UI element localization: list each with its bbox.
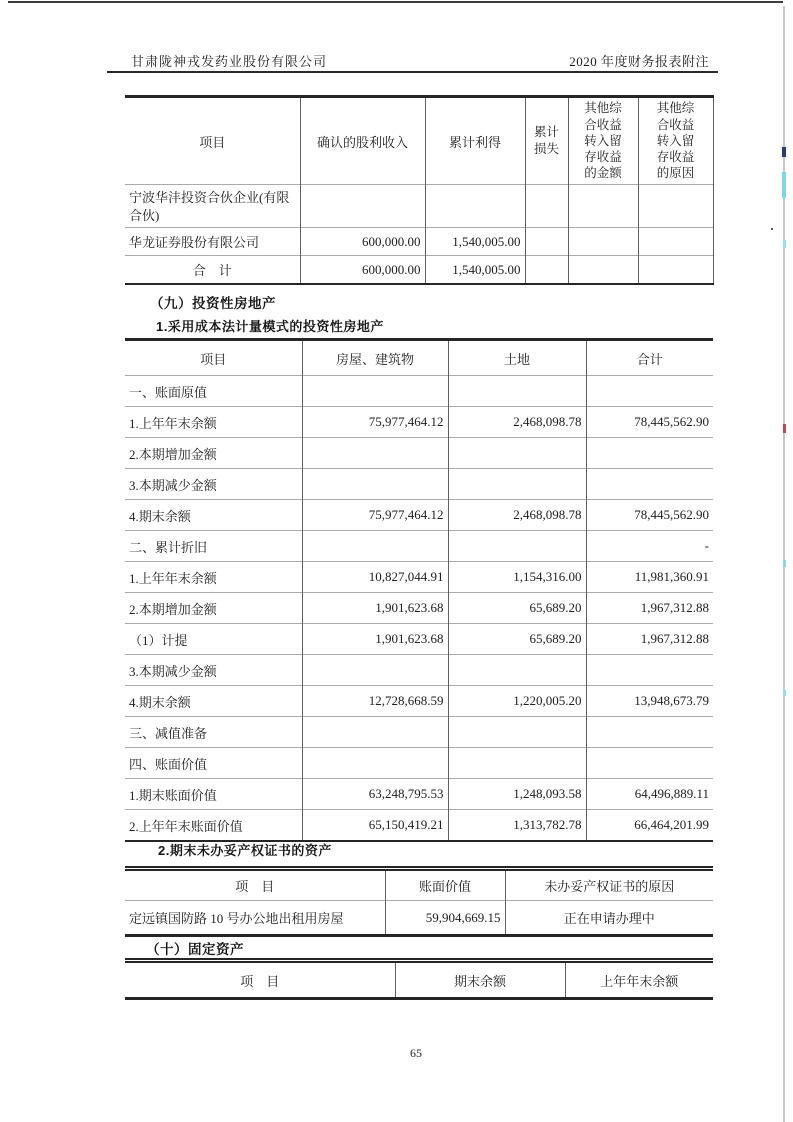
cell-total — [586, 376, 713, 407]
cell-buildings — [302, 748, 448, 779]
cell-total: 78,445,562.90 — [586, 500, 713, 531]
cell-accumulated-loss — [525, 228, 568, 256]
column-header-accumulated-loss: 累计损失 — [525, 97, 568, 185]
column-header-item: 项目 — [200, 351, 227, 367]
cell-land — [448, 438, 586, 469]
cell-total: 1,967,312.88 — [586, 593, 713, 624]
cell-item: 定远镇国防路 10 号办公地出租用房屋 — [125, 901, 385, 936]
cell-buildings: 63,248,795.53 — [302, 779, 448, 810]
cell-total — [586, 438, 713, 469]
cell-total: 13,948,673.79 — [586, 686, 713, 717]
column-header-oci-reason: 其他综合收益转入留存收益的原因 — [638, 97, 713, 185]
cell-land: 65,689.20 — [448, 593, 586, 624]
cell-item: 合 计 — [125, 256, 300, 285]
cell-total — [586, 748, 713, 779]
cell-buildings: 1,901,623.68 — [302, 593, 448, 624]
column-header-prior-year-balance: 上年年末余额 — [565, 961, 713, 999]
table-row — [125, 748, 713, 779]
table-row — [125, 228, 713, 256]
section-heading-10: （十）固定资产 — [146, 942, 244, 957]
table-row — [125, 407, 713, 438]
table-row — [125, 901, 713, 936]
cell-accumulated-gain — [425, 185, 525, 228]
cell-accumulated-loss — [525, 185, 568, 228]
table-row — [125, 438, 713, 469]
table-row — [125, 717, 713, 748]
table-row — [125, 686, 713, 717]
cell-total: 78,445,562.90 — [586, 407, 713, 438]
table-row — [125, 500, 713, 531]
cell-reason: 正在申请办理中 — [505, 901, 713, 936]
cell-total: - — [586, 531, 713, 562]
table-header-row — [125, 340, 713, 376]
cell-land: 1,220,005.20 — [448, 686, 586, 717]
column-header-buildings: 房屋、建筑物 — [302, 340, 448, 376]
cell-buildings — [302, 655, 448, 686]
cell-land — [448, 469, 586, 500]
cell-book-value: 59,904,669.15 — [385, 901, 505, 936]
cell-land — [448, 655, 586, 686]
cell-dividend-income: 600,000.00 — [300, 228, 425, 256]
cell-item: 四、账面价值 — [125, 748, 302, 779]
dividend-income-table — [125, 95, 714, 285]
cell-buildings: 65,150,419.21 — [302, 810, 448, 842]
cell-item: 4.期末余额 — [125, 500, 302, 531]
cell-buildings: 12,728,668.59 — [302, 686, 448, 717]
cell-buildings: 10,827,044.91 — [302, 562, 448, 593]
cell-buildings — [302, 438, 448, 469]
column-header-item: 项目 — [199, 134, 226, 150]
cell-buildings — [302, 717, 448, 748]
column-header-accumulated-gain: 累计利得 — [425, 97, 525, 185]
cell-accumulated-loss — [525, 256, 568, 285]
cell-oci-reason — [638, 185, 713, 228]
cell-oci-amount — [568, 228, 638, 256]
column-header-closing-balance: 期末余额 — [395, 961, 565, 999]
cell-oci-amount — [568, 185, 638, 228]
table-row — [125, 562, 713, 593]
table-row — [125, 624, 713, 655]
cell-oci-reason — [638, 228, 713, 256]
cell-item: 3.本期减少金额 — [125, 655, 302, 686]
page-number: 65 — [410, 1046, 422, 1060]
header-rule — [107, 71, 718, 73]
cell-item: 1.期末账面价值 — [125, 779, 302, 810]
scan-artifact-speck — [771, 228, 773, 230]
cell-item: 三、减值准备 — [125, 717, 302, 748]
cell-item: 2.本期增加金额 — [125, 593, 302, 624]
column-header-oci-amount: 其他综合收益转入留存收益的金额 — [568, 97, 638, 185]
cell-buildings — [302, 531, 448, 562]
table-header-row — [125, 869, 713, 901]
table-row — [125, 185, 713, 228]
table-row — [125, 810, 713, 842]
table-total-row — [125, 256, 713, 285]
cell-item: 2.本期增加金额 — [125, 438, 302, 469]
cell-total — [586, 469, 713, 500]
scan-artifact-speck — [782, 172, 786, 198]
cell-item: 4.期末余额 — [125, 686, 302, 717]
cell-total: 64,496,889.11 — [586, 779, 713, 810]
header-doc-title: 2020 年度财务报表附注 — [569, 54, 709, 69]
cell-buildings: 75,977,464.12 — [302, 500, 448, 531]
table-row — [125, 376, 713, 407]
table-row — [125, 469, 713, 500]
cell-item: 宁波华沣投资合伙企业(有限合伙) — [125, 185, 300, 228]
cell-item: 华龙证券股份有限公司 — [125, 228, 300, 256]
column-header-book-value: 账面价值 — [385, 869, 505, 901]
column-header-dividend-income: 确认的股利收入 — [300, 97, 425, 185]
cell-land — [448, 376, 586, 407]
column-header-land: 土地 — [448, 340, 586, 376]
scan-artifact-speck — [782, 147, 786, 157]
cell-buildings — [302, 469, 448, 500]
cell-buildings — [302, 376, 448, 407]
cell-dividend-income — [300, 185, 425, 228]
investment-property-table — [125, 338, 713, 842]
cell-land — [448, 717, 586, 748]
cell-land — [448, 531, 586, 562]
cell-item: 一、账面原值 — [125, 376, 302, 407]
table-row — [125, 531, 713, 562]
cell-total — [586, 717, 713, 748]
cell-total: 66,464,201.99 — [586, 810, 713, 842]
column-header-item: 项 目 — [235, 879, 275, 894]
cell-oci-reason — [638, 256, 713, 285]
cell-land — [448, 748, 586, 779]
cell-total: 1,967,312.88 — [586, 624, 713, 655]
section-heading-9: （九）投资性房地产 — [150, 296, 276, 311]
cell-item: 2.上年年末账面价值 — [125, 810, 302, 842]
cell-dividend-income: 600,000.00 — [300, 256, 425, 285]
cell-land: 65,689.20 — [448, 624, 586, 655]
table-header-row — [125, 961, 713, 999]
cell-buildings: 75,977,464.12 — [302, 407, 448, 438]
cell-item: 二、累计折旧 — [125, 531, 302, 562]
cell-item: 1.上年年末余额 — [125, 562, 302, 593]
cell-item: 1.上年年末余额 — [125, 407, 302, 438]
cell-total — [586, 655, 713, 686]
scan-artifact-speck — [783, 240, 786, 248]
fixed-assets-table — [125, 958, 713, 1000]
column-header-reason: 未办妥产权证书的原因 — [505, 869, 713, 901]
cell-accumulated-gain: 1,540,005.00 — [425, 228, 525, 256]
cell-oci-amount — [568, 256, 638, 285]
scan-artifact-speck — [783, 560, 786, 567]
scan-artifact-speck — [783, 690, 786, 696]
unregistered-assets-table — [125, 866, 713, 937]
table-row — [125, 655, 713, 686]
cell-land: 2,468,098.78 — [448, 407, 586, 438]
cell-land: 1,313,782.78 — [448, 810, 586, 842]
cell-buildings: 1,901,623.68 — [302, 624, 448, 655]
column-header-item: 项 目 — [240, 973, 280, 989]
scan-artifact-speck — [783, 424, 786, 433]
header-company-name: 甘肃陇神戎发药业股份有限公司 — [131, 54, 328, 69]
table-row — [125, 593, 713, 624]
table-row — [125, 779, 713, 810]
cell-item: 3.本期减少金额 — [125, 469, 302, 500]
cell-land: 2,468,098.78 — [448, 500, 586, 531]
cell-land: 1,248,093.58 — [448, 779, 586, 810]
cell-item: （1）计提 — [125, 624, 302, 655]
cell-accumulated-gain: 1,540,005.00 — [425, 256, 525, 285]
sub-heading-cost-method: 1.采用成本法计量模式的投资性房地产 — [156, 319, 384, 334]
cell-total: 11,981,360.91 — [586, 562, 713, 593]
table-header-row — [125, 97, 713, 185]
sub-heading-unregistered-assets: 2.期末未办妥产权证书的资产 — [158, 843, 332, 858]
cell-land: 1,154,316.00 — [448, 562, 586, 593]
column-header-total: 合计 — [586, 340, 713, 376]
scan-artifact-top-edge — [8, 1, 783, 3]
